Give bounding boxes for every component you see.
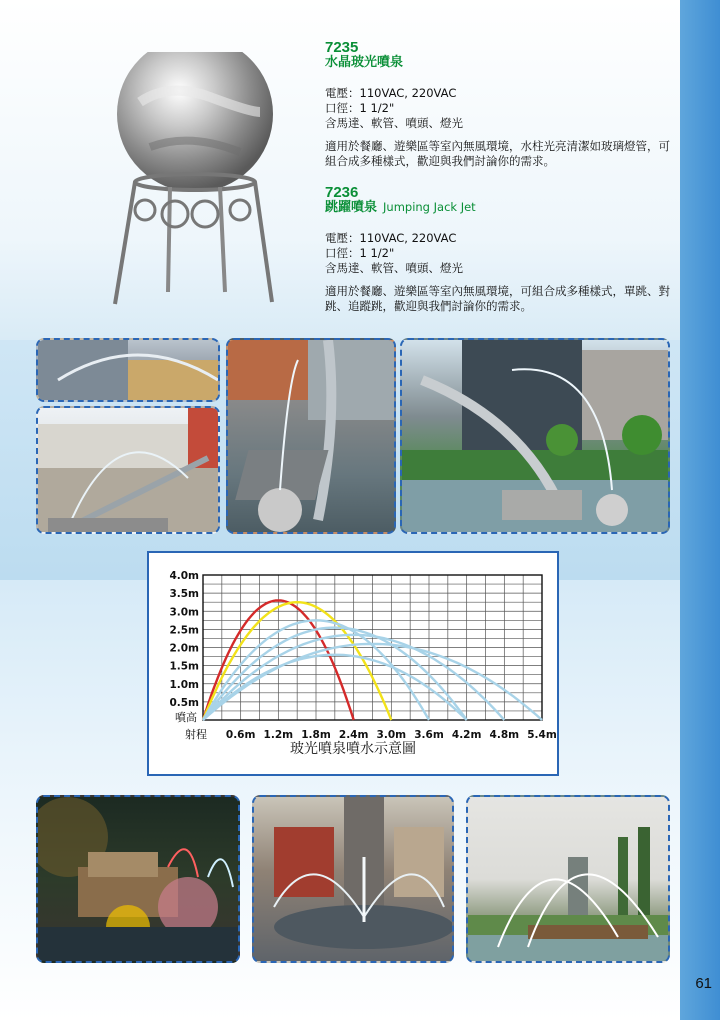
y-tick-label: 4.0m	[169, 570, 199, 582]
chart-title: 玻光噴泉噴水示意圖	[290, 741, 416, 757]
spec-voltage: 電壓：110VAC, 220VAC	[325, 231, 457, 245]
x-axis-label: 射程	[185, 728, 207, 741]
product-code: 7235	[325, 39, 359, 56]
product-name: 跳躍噴泉	[325, 200, 378, 215]
x-tick-label: 1.2m	[263, 729, 294, 741]
photo-lake-jets	[466, 795, 670, 963]
photo-lobby-fountain	[252, 795, 454, 963]
product-description: 適用於餐廳、遊樂區等室內無風環境，水柱光亮清潔如玻璃燈管，可組合成多種樣式，歡迎與我們討論你的需求。	[325, 139, 670, 168]
x-tick-label: 0.6m	[225, 729, 256, 741]
x-tick-label: 4.2m	[451, 729, 482, 741]
product-code: 7236	[325, 184, 359, 201]
spec-includes: 含馬達、軟管、噴頭、燈光	[325, 261, 463, 275]
page-number: 61	[695, 975, 712, 992]
y-tick-label: 3.5m	[169, 588, 199, 601]
x-tick-label: 5.4m	[527, 729, 557, 741]
y-tick-label: 0.5m	[169, 696, 199, 709]
y-tick-label: 1.5m	[169, 660, 199, 673]
x-tick-label: 1.8m	[301, 729, 331, 741]
y-tick-label: 2.0m	[169, 642, 199, 655]
product-english-name: Jumping Jack Jet	[383, 200, 476, 214]
spec-diameter: 口徑：1 1/2"	[325, 101, 395, 115]
spec-includes: 含馬達、軟管、噴頭、燈光	[325, 116, 463, 130]
chart-grid	[203, 575, 542, 720]
x-tick-label: 3.0m	[376, 729, 407, 741]
x-tick-label: 4.8m	[489, 729, 520, 741]
product-name: 水晶玻光噴泉	[325, 55, 404, 70]
x-tick-label: 2.4m	[338, 729, 369, 741]
photo-rock-fountain	[36, 795, 240, 963]
spec-diameter: 口徑：1 1/2"	[325, 246, 395, 260]
y-tick-label: 2.5m	[169, 624, 199, 637]
x-tick-label: 3.6m	[414, 729, 444, 741]
y-axis-label: 噴高	[175, 711, 197, 724]
y-tick-labels	[169, 570, 199, 709]
product-description: 適用於餐廳、遊樂區等室內無風環境，可組合成多種樣式，單跳、對跳、追蹤跳，歡迎與我們討論你的需求。	[325, 284, 670, 313]
y-tick-label: 1.0m	[169, 678, 199, 691]
y-tick-label: 3.0m	[169, 606, 199, 619]
spec-voltage: 電壓：110VAC, 220VAC	[325, 86, 457, 100]
